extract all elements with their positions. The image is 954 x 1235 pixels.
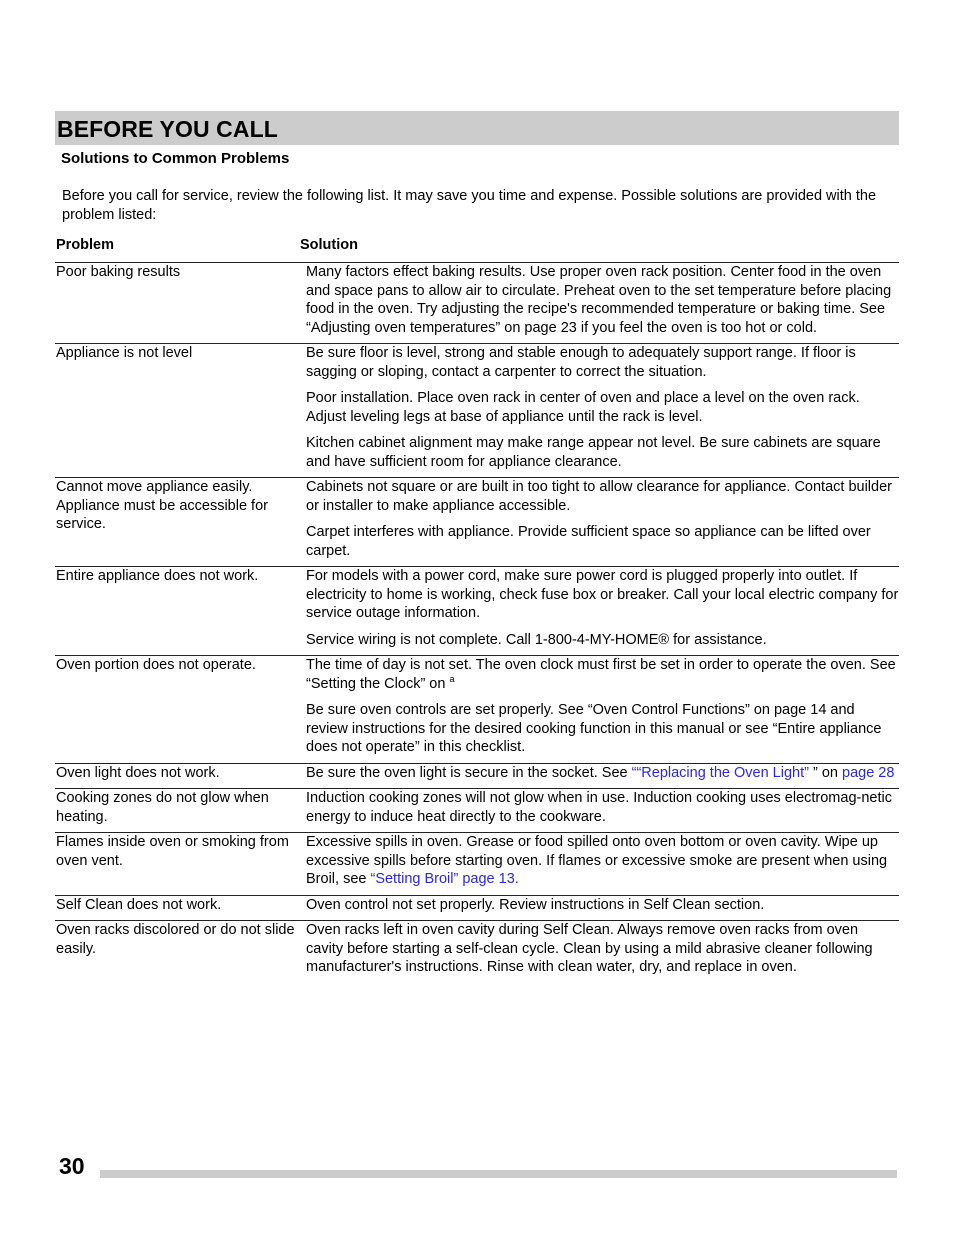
problem-cell: Oven racks discolored or do not slide easily.	[55, 921, 306, 983]
table-row	[55, 833, 899, 896]
solution-text: Carpet interferes with appliance. Provide sufficient space so appliance can be lifted over carpet.	[306, 524, 871, 559]
solution-text: For models with a power cord, make sure power cord is plugged properly into outlet. If electricity to home is working, check fuse box or breaker. Call your local electric company for service outage information.	[306, 568, 899, 621]
table-row	[55, 789, 899, 833]
problem-cell: Cooking zones do not glow when heating.	[55, 789, 306, 833]
page-number: 30	[59, 1153, 85, 1179]
problems-table	[55, 262, 899, 983]
problem-cell: Oven light does not work.	[55, 763, 306, 789]
table-row	[55, 895, 899, 921]
solution-cell	[306, 833, 899, 896]
solution-cell	[306, 263, 899, 344]
problem-cell: Entire appliance does not work.	[55, 567, 306, 656]
problem-cell: Self Clean does not work.	[55, 895, 306, 921]
solution-text: Service wiring is not complete. Call 1-800-4-MY-HOME® for assistance.	[306, 631, 767, 648]
page-title: BEFORE YOU CALL	[57, 116, 278, 142]
solution-text: Oven racks left in oven cavity during Self Clean. Always remove oven racks from oven cavity before starting a self-clean cycle. Clean by using a mild abrasive cleaner following manufacturer's instructions. Rinse with clean water, dry, and replace in oven.	[306, 922, 873, 975]
problem-cell: Flames inside oven or smoking from oven vent.	[55, 833, 306, 896]
solution-cell	[306, 895, 899, 921]
solution-text: Induction cooking zones will not glow when in use. Induction cooking uses electromag-netic energy to induce heat directly to the cookware.	[306, 790, 892, 825]
table-row	[55, 567, 899, 656]
section-header-bar	[55, 111, 899, 145]
solution-text-part: The time of day is not set. The oven clock must first be set in order to operate the oven. See “Setting the Clock” on	[306, 657, 896, 692]
intro-paragraph: Before you call for service, review the following list. It may save you time and expense. Possible solutions are provided with the problem listed:	[62, 188, 877, 223]
problem-cell: Appliance is not level	[55, 344, 306, 478]
column-header-problem: Problem	[56, 237, 115, 253]
solution-cell	[306, 921, 899, 983]
solution-cell	[306, 763, 899, 789]
problem-cell: Poor baking results	[55, 263, 306, 344]
solution-cell	[306, 789, 899, 833]
setting-broil-link[interactable]: “Setting Broil” page 13.	[370, 871, 519, 887]
solution-text: Be sure floor is level, strong and stable enough to adequately support range. If floor is sagging or sloping, contact a carpenter to correct the situation.	[306, 345, 856, 380]
footer-bar	[100, 1170, 897, 1178]
replacing-oven-light-link[interactable]: ““Replacing the Oven Light”	[631, 764, 813, 781]
solution-cell	[306, 656, 899, 764]
table-row	[55, 478, 899, 567]
section-subtitle: Solutions to Common Problems	[61, 150, 290, 167]
problem-cell: Oven portion does not operate.	[55, 656, 306, 764]
table-row	[55, 656, 899, 764]
footnote-marker: a	[449, 673, 455, 684]
solution-cell	[306, 478, 899, 567]
solution-text	[306, 656, 899, 693]
solution-text: Oven control not set properly. Review instructions in Self Clean section.	[306, 896, 765, 913]
solution-cell	[306, 344, 899, 478]
solution-text-part: Excessive spills in oven. Grease or food spilled onto oven bottom or oven cavity. Wipe up excessive spills before starting oven. If flames or excessive smoke are present when using Broil, see	[306, 834, 888, 887]
solution-cell	[306, 567, 899, 656]
table-row	[55, 763, 899, 789]
solution-text: Be sure oven controls are set properly. See “Oven Control Functions” on page 14 and review instructions for the desired cooking function in this manual or see “Entire appliance does not operate” in this checklist.	[306, 702, 882, 755]
table-row	[55, 344, 899, 478]
problem-cell: Cannot move appliance easily. Appliance must be accessible for service.	[55, 478, 306, 567]
table-row	[55, 921, 899, 983]
solution-text-part: ” on	[812, 764, 838, 781]
solution-text: Many factors effect baking results. Use proper oven rack position. Center food in the oven and space pans to allow air to circulate. Preheat oven to the set temperature before placing food in the oven. Try adjusting the recipe's recommended temperature or baking time. See “Adjusting oven temperatures” on page 23 if you feel the oven is too hot or cold.	[306, 264, 892, 336]
solution-text-part: Be sure the oven light is secure in the socket. See	[306, 764, 632, 781]
column-header-solution: Solution	[300, 237, 358, 253]
solution-text: Kitchen cabinet alignment may make range appear not level. Be sure cabinets are square and have sufficient room for appliance clearance.	[306, 435, 881, 470]
page-28-link[interactable]: page 28	[842, 764, 895, 781]
table-row	[55, 263, 899, 344]
solution-text: Poor installation. Place oven rack in center of oven and place a level on the oven rack. Adjust leveling legs at base of appliance until the rack is level.	[306, 390, 860, 425]
solution-text	[306, 764, 899, 783]
solution-text	[306, 833, 899, 889]
solution-text: Cabinets not square or are built in too tight to allow clearance for appliance. Contact builder or installer to make appliance accessible.	[306, 479, 892, 514]
